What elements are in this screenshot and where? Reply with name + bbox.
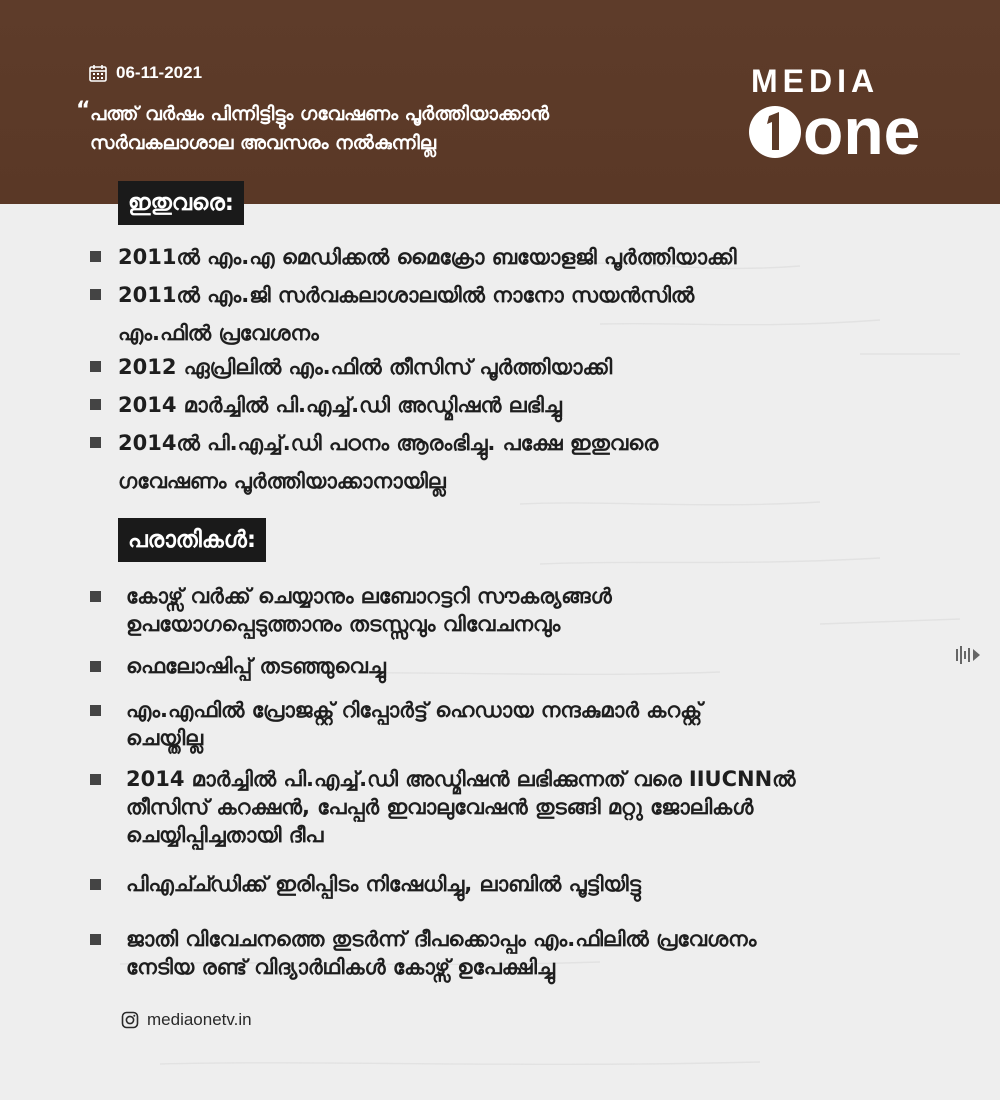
square-bullet-icon [90, 705, 101, 716]
square-bullet-icon [90, 399, 101, 410]
list-item-text: 2014 മാർച്ചിൽ പി.എച്ച്.ഡി അഡ്മിഷൻ ലഭിച്ചു [118, 393, 562, 417]
date-text: 06-11-2021 [116, 63, 203, 82]
calendar-icon [88, 63, 108, 83]
square-bullet-icon [90, 774, 101, 785]
square-bullet-icon [90, 661, 101, 672]
list-item-text: ജാതി വിവേചനത്തെ തുടർന്ന് ദീപക്കൊപ്പം എം.ഫിലിൽ പ്രവേശനം നേടിയ രണ്ട് വിദ്യാർഥികൾ കോഴ്സ് ഉപേക്ഷിച്ചു [126, 927, 757, 979]
list-item-text: 2014 മാർച്ചിൽ പി.എച്ച്.ഡി അഡ്മിഷൻ ലഭിക്കുന്നത് വരെ IIUCNNൽ തീസിസ് കറക്ഷൻ, പേപ്പർ ഇവാലുവേഷൻ തുടങ്ങി മറ്റു ജോലികൾ ചെയ്യിപ്പിച്ചതായി ദീപ [126, 767, 796, 847]
footer [121, 1008, 252, 1032]
headline-text: പത്ത് വർഷം പിന്നിട്ടിട്ടും ഗവേഷണം പൂർത്തിയാക്കാൻ സർവകലാശാല അവസരം നൽകുന്നില്ല [90, 103, 550, 154]
square-bullet-icon [90, 361, 101, 372]
date-row [88, 60, 202, 86]
header-banner [0, 0, 1000, 204]
audio-wave-icon [955, 644, 981, 666]
list-item-text: കോഴ്സ് വർക്ക് ചെയ്യാനും ലബോറട്ടറി സൗകര്യങ്ങൾ ഉപയോഗപ്പെടുത്താനും തടസ്സവും വിവേചനവും [126, 584, 612, 636]
mediaone-logo [745, 62, 940, 162]
square-bullet-icon [90, 934, 101, 945]
logo-top-text: MEDIA [751, 63, 880, 99]
list-item-text: പിഎച്ച്ഡിക്ക് ഇരിപ്പിടം നിഷേധിച്ചു, ലാബിൽ പൂട്ടിയിട്ടു [126, 872, 641, 896]
square-bullet-icon [90, 251, 101, 262]
list-item-text: എം.എഫിൽ പ്രോജക്റ്റ് റിപ്പോർട്ട് ഹെഡായ നന്ദകുമാർ കറക്റ്റ് ചെയ്തില്ല [126, 698, 703, 750]
square-bullet-icon [90, 289, 101, 300]
square-bullet-icon [90, 879, 101, 890]
square-bullet-icon [90, 437, 101, 448]
instagram-icon [121, 1011, 139, 1029]
list-item-text: 2014ൽ പി.എച്ച്.ഡി പഠനം ആരംഭിച്ചു. പക്ഷേ ഇതുവരെ ഗവേഷണം പൂർത്തിയാക്കാനായില്ല [118, 431, 659, 493]
headline-quote [76, 100, 716, 158]
section-label-complaints: പരാതികൾ: [118, 518, 266, 562]
footer-handle: mediaonetv.in [147, 1010, 252, 1029]
list-item-text: 2011ൽ എം.ജി സർവകലാശാലയിൽ നാനോ സയൻസിൽ എം.ഫിൽ പ്രവേശനം [118, 283, 695, 345]
list-item-text: 2012 ഏപ്രിലിൽ എം.ഫിൽ തീസിസ് പൂർത്തിയാക്കി [118, 355, 613, 379]
logo-bottom-text: one [803, 94, 921, 162]
list-item-text: 2011ൽ എം.എ മെഡിക്കൽ മൈക്രോ ബയോളജി പൂർത്തിയാക്കി [118, 245, 737, 269]
list-item-text: ഫെലോഷിപ്പ് തടഞ്ഞുവെച്ചു [126, 654, 386, 678]
section-label-so-far: ഇതുവരെ: [118, 181, 244, 225]
square-bullet-icon [90, 591, 101, 602]
quote-mark: “ [76, 98, 91, 123]
